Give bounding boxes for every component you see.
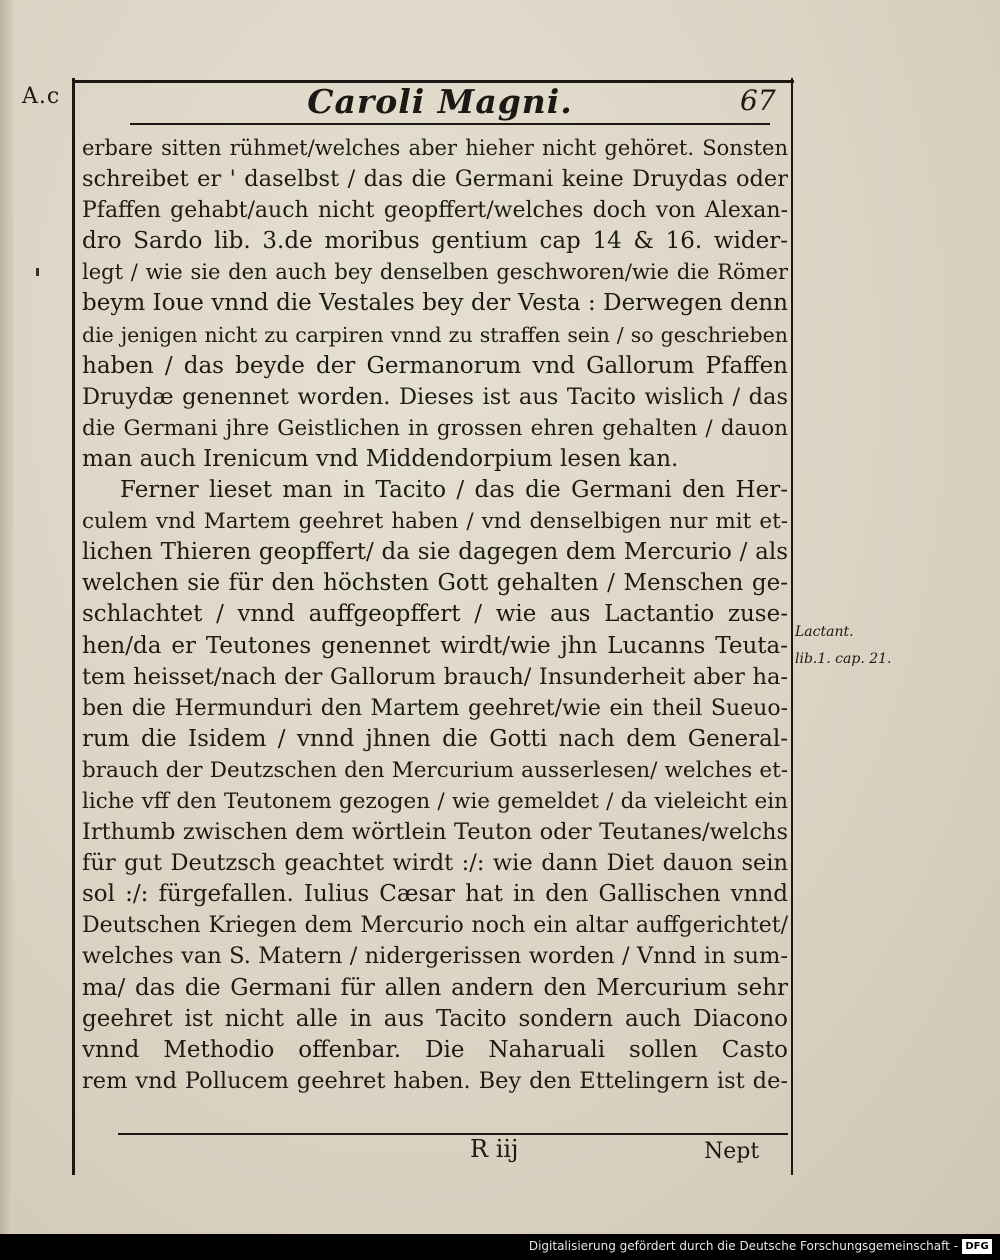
- text-line: schreibet er ' daselbst / das die Germani keine Druydas oder: [82, 166, 788, 193]
- text-line: legt / wie sie den auch bey denselben geschworen/wie die Römer: [82, 260, 788, 285]
- text-line: dro Sardo lib. 3.de moribus gentium cap 14 & 16. wider-: [82, 228, 788, 255]
- text-line: liche vff den Teutonem gezogen / wie gemeldet / da vieleicht ein: [82, 788, 788, 814]
- text-line: schlachtet / vnnd auffgeopffert / wie aus Lactantio zuse-: [82, 601, 788, 628]
- text-line: Druydæ genennet worden. Dieses ist aus Tacito wislich / das: [82, 383, 788, 410]
- text-line: man auch Irenicum vnd Middendorpium lesen kan.: [82, 445, 679, 472]
- text-line: die Germani jhre Geistlichen in grossen ehren gehalten / dauon: [82, 415, 788, 441]
- text-line: ma/ das die Germani für allen andern den Mercurium sehr: [82, 974, 788, 1001]
- text-line: geehret ist nicht alle in aus Tacito sondern auch Diacono: [82, 1005, 788, 1032]
- text-line: tem heisset/nach der Gallorum brauch/ Insunderheit aber ha-: [82, 663, 788, 690]
- text-line: rum die Isidem / vnnd jhnen die Gotti nach dem General-: [82, 725, 788, 752]
- margin-note-source: Lactant.: [795, 624, 854, 640]
- text-line: Ferner lieset man in Tacito / das die Germani den Her-: [120, 477, 788, 504]
- text-line: rem vnd Pollucem geehret haben. Bey den Ettelingern ist de-: [82, 1067, 788, 1094]
- margin-note-reference: lib.1. cap. 21.: [795, 651, 892, 667]
- text-line: brauch der Deutzschen den Mercurium ausserlesen/ welches et-: [82, 757, 788, 783]
- text-line: vnnd Methodio offenbar. Die Naharuali sollen Casto: [82, 1036, 788, 1063]
- page-title: Caroli Magni.: [307, 82, 573, 121]
- margin-heading: A.c: [22, 84, 61, 109]
- text-line: erbare sitten rühmet/welches aber hieher nicht gehöret. Sonsten: [82, 136, 788, 160]
- text-line: sol :/: fürgefallen. Iulius Cæsar hat in den Gallischen vnnd: [82, 881, 788, 908]
- text-line: welches van S. Matern / nidergerissen worden / Vnnd in sum-: [82, 943, 788, 970]
- margin-ink-mark: [36, 268, 39, 276]
- text-line: hen/da er Teutones genennet wirdt/wie jhn Lucanns Teuta-: [82, 632, 788, 659]
- body-text: [82, 133, 788, 1097]
- text-line: haben / das beyde der Germanorum vnd Gallorum Pfaffen: [82, 352, 788, 379]
- title-underline: [130, 123, 770, 125]
- text-line: Irthumb zwischen dem wörtlein Teuton oder Teutanes/welchs: [82, 819, 788, 846]
- right-column-rule: [791, 78, 793, 1175]
- text-line: für gut Deutzsch geachtet wirdt :/: wie dann Diet dauon sein: [82, 850, 788, 877]
- text-line: welchen sie für den höchsten Gott gehalten / Menschen ge-: [82, 570, 788, 597]
- footer-rule: [118, 1133, 788, 1135]
- text-line: die jenigen nicht zu carpiren vnnd zu straffen sein / so geschrieben: [82, 322, 788, 347]
- page-fold-shadow: [0, 0, 14, 1234]
- left-column-rule: [72, 78, 75, 1175]
- scan-footer-bar: [0, 1234, 1000, 1260]
- text-line: lichen Thieren geopffert/ da sie dagegen dem Mercurio / als: [82, 539, 788, 566]
- text-line: culem vnd Martem geehret haben / vnd denselbigen nur mit et-: [82, 509, 788, 535]
- text-line: beym Ioue vnnd die Vestales bey der Vesta : Derwegen denn: [82, 290, 788, 317]
- signature-mark: R iij: [470, 1135, 519, 1163]
- text-line: Deutschen Kriegen dem Mercurio noch ein altar auffgerichtet/: [82, 913, 788, 939]
- funding-credit: Digitalisierung gefördert durch die Deutsche Forschungsgemeinschaft -: [528, 1239, 958, 1253]
- text-line: ben die Hermunduri den Martem geehret/wie ein theil Sueuo-: [82, 695, 788, 721]
- dfg-logo: DFG: [962, 1239, 992, 1254]
- page-number: 67: [740, 84, 776, 117]
- catchword: Nept: [704, 1139, 760, 1164]
- text-line: Pfaffen gehabt/auch nicht geopffert/welches doch von Alexan-: [82, 198, 788, 224]
